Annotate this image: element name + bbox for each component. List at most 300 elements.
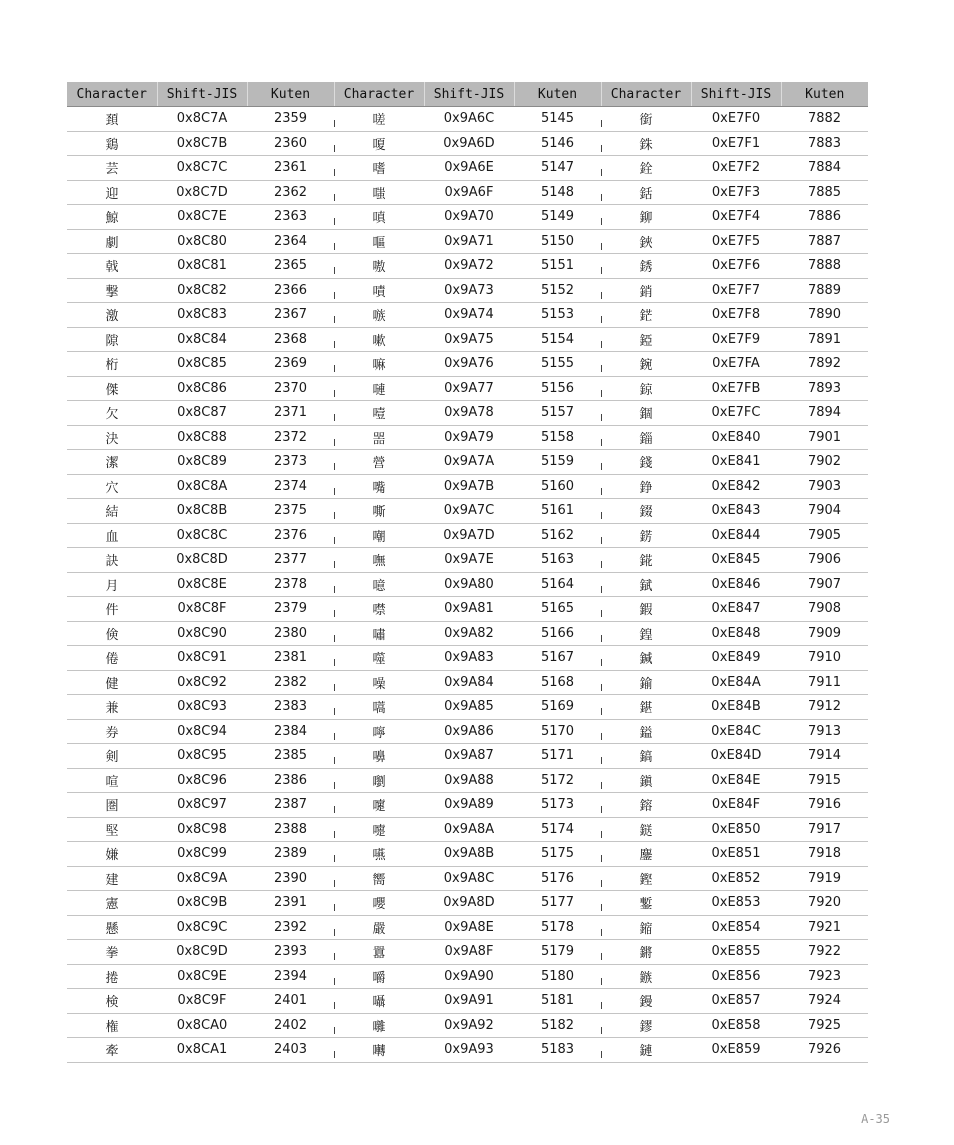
kuten-cell: 2381 [247,646,334,671]
shift-jis-cell: 0x8C7A [157,107,247,132]
character-cell: 鎹 [601,817,691,842]
shift-jis-cell: 0x9A92 [424,1013,514,1038]
table-row [67,915,868,940]
kuten-cell: 7893 [781,376,868,401]
shift-jis-cell: 0x9A93 [424,1038,514,1063]
shift-jis-cell: 0x8CA0 [157,1013,247,1038]
character-cell: 戟 [67,254,157,279]
character-cell: 鍠 [601,621,691,646]
kuten-cell: 7912 [781,695,868,720]
shift-jis-cell: 0xE84A [691,670,781,695]
kuten-cell: 2378 [247,572,334,597]
character-cell: 迎 [67,180,157,205]
shift-jis-cell: 0xE850 [691,817,781,842]
shift-jis-cell: 0x8C96 [157,768,247,793]
character-cell: 牽 [67,1038,157,1063]
character-cell: 嗤 [334,180,424,205]
kuten-cell: 7902 [781,450,868,475]
table-row [67,964,868,989]
kuten-cell: 7906 [781,548,868,573]
character-cell: 嘯 [334,621,424,646]
table-row [67,572,868,597]
kuten-cell: 2359 [247,107,334,132]
shift-jis-cell: 0x8C97 [157,793,247,818]
kuten-cell: 2373 [247,450,334,475]
character-cell: 銓 [601,156,691,181]
character-cell: 桁 [67,352,157,377]
character-cell: 倦 [67,646,157,671]
shift-jis-cell: 0x9A71 [424,229,514,254]
character-cell: 鍼 [601,646,691,671]
kuten-cell: 5157 [514,401,601,426]
character-cell: 券 [67,719,157,744]
shift-jis-cell: 0xE859 [691,1038,781,1063]
shift-jis-cell: 0xE840 [691,425,781,450]
kuten-cell: 5155 [514,352,601,377]
column-header: Character [334,82,424,107]
shift-jis-cell: 0x9A79 [424,425,514,450]
character-cell: 決 [67,425,157,450]
table-row [67,793,868,818]
table-row [67,621,868,646]
shift-jis-cell: 0xE845 [691,548,781,573]
shift-jis-cell: 0x8C9C [157,915,247,940]
character-cell: 鯨 [67,205,157,230]
table-row [67,768,868,793]
shift-jis-cell: 0x8C87 [157,401,247,426]
kuten-cell: 7911 [781,670,868,695]
kuten-cell: 2363 [247,205,334,230]
shift-jis-cell: 0xE7FC [691,401,781,426]
character-cell: 嚆 [334,695,424,720]
character-cell: 嘶 [334,499,424,524]
shift-jis-cell: 0xE851 [691,842,781,867]
kuten-cell: 2366 [247,278,334,303]
table-header-row [67,82,868,107]
character-cell: 鍜 [601,597,691,622]
kuten-cell: 5167 [514,646,601,671]
shift-jis-cell: 0x9A7B [424,474,514,499]
table-row [67,842,868,867]
character-cell: 鎭 [601,768,691,793]
character-cell: 嘲 [334,523,424,548]
character-cell: 嗹 [334,376,424,401]
character-cell: 銜 [601,107,691,132]
character-cell: 嘴 [334,474,424,499]
character-cell: 訣 [67,548,157,573]
table-row [67,523,868,548]
character-cell: 倹 [67,621,157,646]
table-row [67,1013,868,1038]
table-row [67,180,868,205]
shift-jis-cell: 0x8C93 [157,695,247,720]
kuten-cell: 5174 [514,817,601,842]
table-row [67,327,868,352]
shift-jis-cell: 0xE7FB [691,376,781,401]
column-header: Kuten [514,82,601,107]
kuten-cell: 5146 [514,131,601,156]
shift-jis-cell: 0x8C8E [157,572,247,597]
shift-jis-cell: 0x9A6D [424,131,514,156]
kuten-cell: 7910 [781,646,868,671]
character-cell: 鉚 [601,205,691,230]
shift-jis-cell: 0x8C80 [157,229,247,254]
shift-jis-cell: 0x8C9B [157,891,247,916]
kuten-cell: 2362 [247,180,334,205]
shift-jis-cell: 0x9A8B [424,842,514,867]
table-row [67,474,868,499]
character-cell: 嗟 [334,107,424,132]
shift-jis-cell: 0xE84C [691,719,781,744]
character-cell: 嚠 [334,768,424,793]
table-row [67,254,868,279]
shift-jis-cell: 0xE7F2 [691,156,781,181]
kuten-cell: 5173 [514,793,601,818]
kuten-cell: 7892 [781,352,868,377]
character-cell: 嘔 [334,229,424,254]
table-row [67,425,868,450]
table-row [67,131,868,156]
kuten-cell: 5164 [514,572,601,597]
shift-jis-cell: 0xE847 [691,597,781,622]
character-cell: 嚮 [334,866,424,891]
code-table-container [67,82,868,1063]
table-row [67,229,868,254]
kuten-cell: 2383 [247,695,334,720]
table-row [67,401,868,426]
kuten-cell: 5172 [514,768,601,793]
shift-jis-cell: 0xE857 [691,989,781,1014]
shift-jis-cell: 0xE853 [691,891,781,916]
character-cell: 銹 [601,254,691,279]
kuten-cell: 5153 [514,303,601,328]
column-header: Kuten [781,82,868,107]
shift-jis-cell: 0xE7F4 [691,205,781,230]
kuten-cell: 7905 [781,523,868,548]
column-header: Shift-JIS [691,82,781,107]
table-row [67,548,868,573]
character-cell: 鋏 [601,229,691,254]
shift-jis-cell: 0xE7FA [691,352,781,377]
shift-jis-cell: 0x8C7B [157,131,247,156]
kuten-cell: 7903 [781,474,868,499]
character-cell: 鎰 [601,719,691,744]
character-cell: 鏃 [601,964,691,989]
character-cell: 嚏 [334,817,424,842]
character-cell: 錚 [601,474,691,499]
character-cell: 鏐 [601,1013,691,1038]
kuten-cell: 5166 [514,621,601,646]
shift-jis-cell: 0x9A80 [424,572,514,597]
shift-jis-cell: 0x8C84 [157,327,247,352]
character-cell: 噎 [334,401,424,426]
kuten-cell: 2385 [247,744,334,769]
shift-jis-cell: 0x9A89 [424,793,514,818]
shift-jis-cell: 0x9A8E [424,915,514,940]
shift-jis-cell: 0xE7F7 [691,278,781,303]
character-cell: 月 [67,572,157,597]
character-cell: 圏 [67,793,157,818]
kuten-cell: 2390 [247,866,334,891]
kuten-cell: 7920 [781,891,868,916]
shift-jis-cell: 0xE844 [691,523,781,548]
character-cell: 鏗 [601,866,691,891]
shift-jis-cell: 0x8C9A [157,866,247,891]
character-cell: 結 [67,499,157,524]
character-cell: 錢 [601,450,691,475]
kuten-cell: 2371 [247,401,334,426]
shift-jis-cell: 0x9A83 [424,646,514,671]
kuten-cell: 5178 [514,915,601,940]
shift-jis-cell: 0xE846 [691,572,781,597]
table-row [67,940,868,965]
shift-jis-cell: 0x8C9F [157,989,247,1014]
shift-jis-cell: 0x8C7D [157,180,247,205]
kuten-cell: 2403 [247,1038,334,1063]
shift-jis-cell: 0x9A8D [424,891,514,916]
kuten-cell: 5168 [514,670,601,695]
kuten-cell: 2389 [247,842,334,867]
character-cell: 鏈 [601,1038,691,1063]
kuten-cell: 5148 [514,180,601,205]
kuten-cell: 7923 [781,964,868,989]
kuten-cell: 5162 [514,523,601,548]
column-header: Shift-JIS [157,82,247,107]
table-row [67,156,868,181]
character-cell: 欠 [67,401,157,426]
character-cell: 激 [67,303,157,328]
character-cell: 撃 [67,278,157,303]
kuten-cell: 2364 [247,229,334,254]
kuten-cell: 7883 [781,131,868,156]
kuten-cell: 2369 [247,352,334,377]
kuten-cell: 7922 [781,940,868,965]
kuten-cell: 2401 [247,989,334,1014]
character-cell: 劇 [67,229,157,254]
shift-jis-cell: 0x8C95 [157,744,247,769]
shift-jis-cell: 0x8CA1 [157,1038,247,1063]
shift-jis-cell: 0x9A6C [424,107,514,132]
shift-jis-cell: 0xE7F6 [691,254,781,279]
kuten-cell: 2391 [247,891,334,916]
shift-jis-cell: 0x9A8C [424,866,514,891]
shift-jis-cell: 0x9A77 [424,376,514,401]
kuten-cell: 2370 [247,376,334,401]
character-cell: 拳 [67,940,157,965]
character-cell: 營 [334,450,424,475]
character-cell: 嚔 [334,793,424,818]
kuten-cell: 5163 [514,548,601,573]
table-row [67,817,868,842]
kuten-cell: 5156 [514,376,601,401]
kuten-cell: 5183 [514,1038,601,1063]
character-cell: 隙 [67,327,157,352]
character-cell: 嚼 [334,964,424,989]
column-header: Character [67,82,157,107]
character-cell: 捲 [67,964,157,989]
table-row [67,744,868,769]
shift-jis-cell: 0x8C8D [157,548,247,573]
table-row [67,107,868,132]
kuten-cell: 7925 [781,1013,868,1038]
kuten-cell: 5159 [514,450,601,475]
shift-jis-cell: 0xE858 [691,1013,781,1038]
kuten-cell: 7886 [781,205,868,230]
character-cell: 嚥 [334,842,424,867]
shift-jis-cell: 0x9A72 [424,254,514,279]
kuten-cell: 5181 [514,989,601,1014]
kuten-cell: 5175 [514,842,601,867]
shift-jis-cell: 0x8C86 [157,376,247,401]
kuten-cell: 5152 [514,278,601,303]
character-cell: 囀 [334,1038,424,1063]
shift-jis-cell: 0xE84B [691,695,781,720]
shift-jis-cell: 0xE84D [691,744,781,769]
kuten-cell: 2394 [247,964,334,989]
kuten-cell: 5160 [514,474,601,499]
kuten-cell: 2388 [247,817,334,842]
column-header: Kuten [247,82,334,107]
character-cell: 囁 [334,989,424,1014]
character-cell: 噤 [334,597,424,622]
shift-jis-cell: 0x8C7C [157,156,247,181]
shift-jis-cell: 0x9A78 [424,401,514,426]
kuten-cell: 2384 [247,719,334,744]
shift-jis-cell: 0xE84F [691,793,781,818]
character-cell: 鋺 [601,352,691,377]
character-cell: 鏝 [601,989,691,1014]
character-cell: 鍮 [601,670,691,695]
shift-jis-cell: 0x9A75 [424,327,514,352]
kuten-cell: 5154 [514,327,601,352]
kuten-cell: 7894 [781,401,868,426]
kuten-cell: 2374 [247,474,334,499]
shift-jis-cell: 0xE841 [691,450,781,475]
character-cell: 嘖 [334,278,424,303]
kuten-cell: 7924 [781,989,868,1014]
shift-jis-cell: 0x8C9D [157,940,247,965]
kuten-cell: 7915 [781,768,868,793]
shift-jis-cell: 0x9A8F [424,940,514,965]
shift-jis-cell: 0xE843 [691,499,781,524]
kuten-cell: 5171 [514,744,601,769]
table-row [67,450,868,475]
shift-jis-cell: 0xE84E [691,768,781,793]
kuten-cell: 5177 [514,891,601,916]
character-cell: 健 [67,670,157,695]
shift-jis-cell: 0x9A91 [424,989,514,1014]
character-cell: 錏 [601,327,691,352]
shift-jis-cell: 0x9A7E [424,548,514,573]
table-row [67,205,868,230]
kuten-cell: 5179 [514,940,601,965]
kuten-cell: 5170 [514,719,601,744]
shift-jis-cell: 0xE7F0 [691,107,781,132]
shift-jis-cell: 0xE7F8 [691,303,781,328]
character-cell: 囂 [334,940,424,965]
character-cell: 傑 [67,376,157,401]
kuten-cell: 5149 [514,205,601,230]
shift-jis-cell: 0x9A84 [424,670,514,695]
character-cell: 銛 [601,180,691,205]
kuten-cell: 2382 [247,670,334,695]
shift-jis-cell: 0x8C90 [157,621,247,646]
character-cell: 芸 [67,156,157,181]
shift-jis-cell: 0x8C8B [157,499,247,524]
table-row [67,646,868,671]
shift-jis-cell: 0x8C98 [157,817,247,842]
shift-jis-cell: 0x9A70 [424,205,514,230]
shift-jis-cell: 0x9A7A [424,450,514,475]
kuten-cell: 7890 [781,303,868,328]
character-cell: 嗜 [334,156,424,181]
kuten-cell: 7909 [781,621,868,646]
shift-jis-cell: 0x8C92 [157,670,247,695]
kuten-cell: 5161 [514,499,601,524]
kuten-cell: 2380 [247,621,334,646]
character-cell: 鍄 [601,376,691,401]
character-cell: 鏖 [601,842,691,867]
kuten-cell: 7917 [781,817,868,842]
kuten-cell: 5147 [514,156,601,181]
kuten-cell: 2387 [247,793,334,818]
table-row [67,499,868,524]
shift-jis-cell: 0xE856 [691,964,781,989]
kuten-cell: 2368 [247,327,334,352]
shift-jis-cell: 0x8C85 [157,352,247,377]
character-cell: 鋩 [601,303,691,328]
kuten-cell: 7887 [781,229,868,254]
kuten-cell: 5180 [514,964,601,989]
character-cell: 嚊 [334,744,424,769]
shift-jis-cell: 0xE7F3 [691,180,781,205]
shift-jis-cell: 0xE854 [691,915,781,940]
shift-jis-cell: 0x8C8F [157,597,247,622]
character-cell: 嘛 [334,352,424,377]
character-cell: 潔 [67,450,157,475]
table-row [67,670,868,695]
character-cell: 錻 [601,572,691,597]
character-cell: 鎬 [601,744,691,769]
shift-jis-cell: 0x9A76 [424,352,514,377]
kuten-cell: 2376 [247,523,334,548]
character-cell: 錺 [601,523,691,548]
shift-jis-cell: 0x9A8A [424,817,514,842]
character-cell: 懸 [67,915,157,940]
character-cell: 嚀 [334,719,424,744]
kuten-cell: 2377 [247,548,334,573]
kuten-cell: 7908 [781,597,868,622]
kuten-cell: 7904 [781,499,868,524]
shift-jis-cell: 0x9A81 [424,597,514,622]
character-cell: 嚶 [334,891,424,916]
character-cell: 権 [67,1013,157,1038]
kuten-cell: 7889 [781,278,868,303]
kuten-cell: 2393 [247,940,334,965]
shift-jis-cell: 0x8C83 [157,303,247,328]
shift-jis-cell: 0x8C8C [157,523,247,548]
character-cell: 喧 [67,768,157,793]
character-cell: 穴 [67,474,157,499]
shift-jis-cell: 0x9A88 [424,768,514,793]
kuten-cell: 2367 [247,303,334,328]
shift-jis-cell: 0x9A6E [424,156,514,181]
character-cell: 銷 [601,278,691,303]
kuten-cell: 2402 [247,1013,334,1038]
shift-jis-cell: 0x8C82 [157,278,247,303]
character-cell: 鶏 [67,131,157,156]
shift-jis-code-table [67,82,868,1063]
